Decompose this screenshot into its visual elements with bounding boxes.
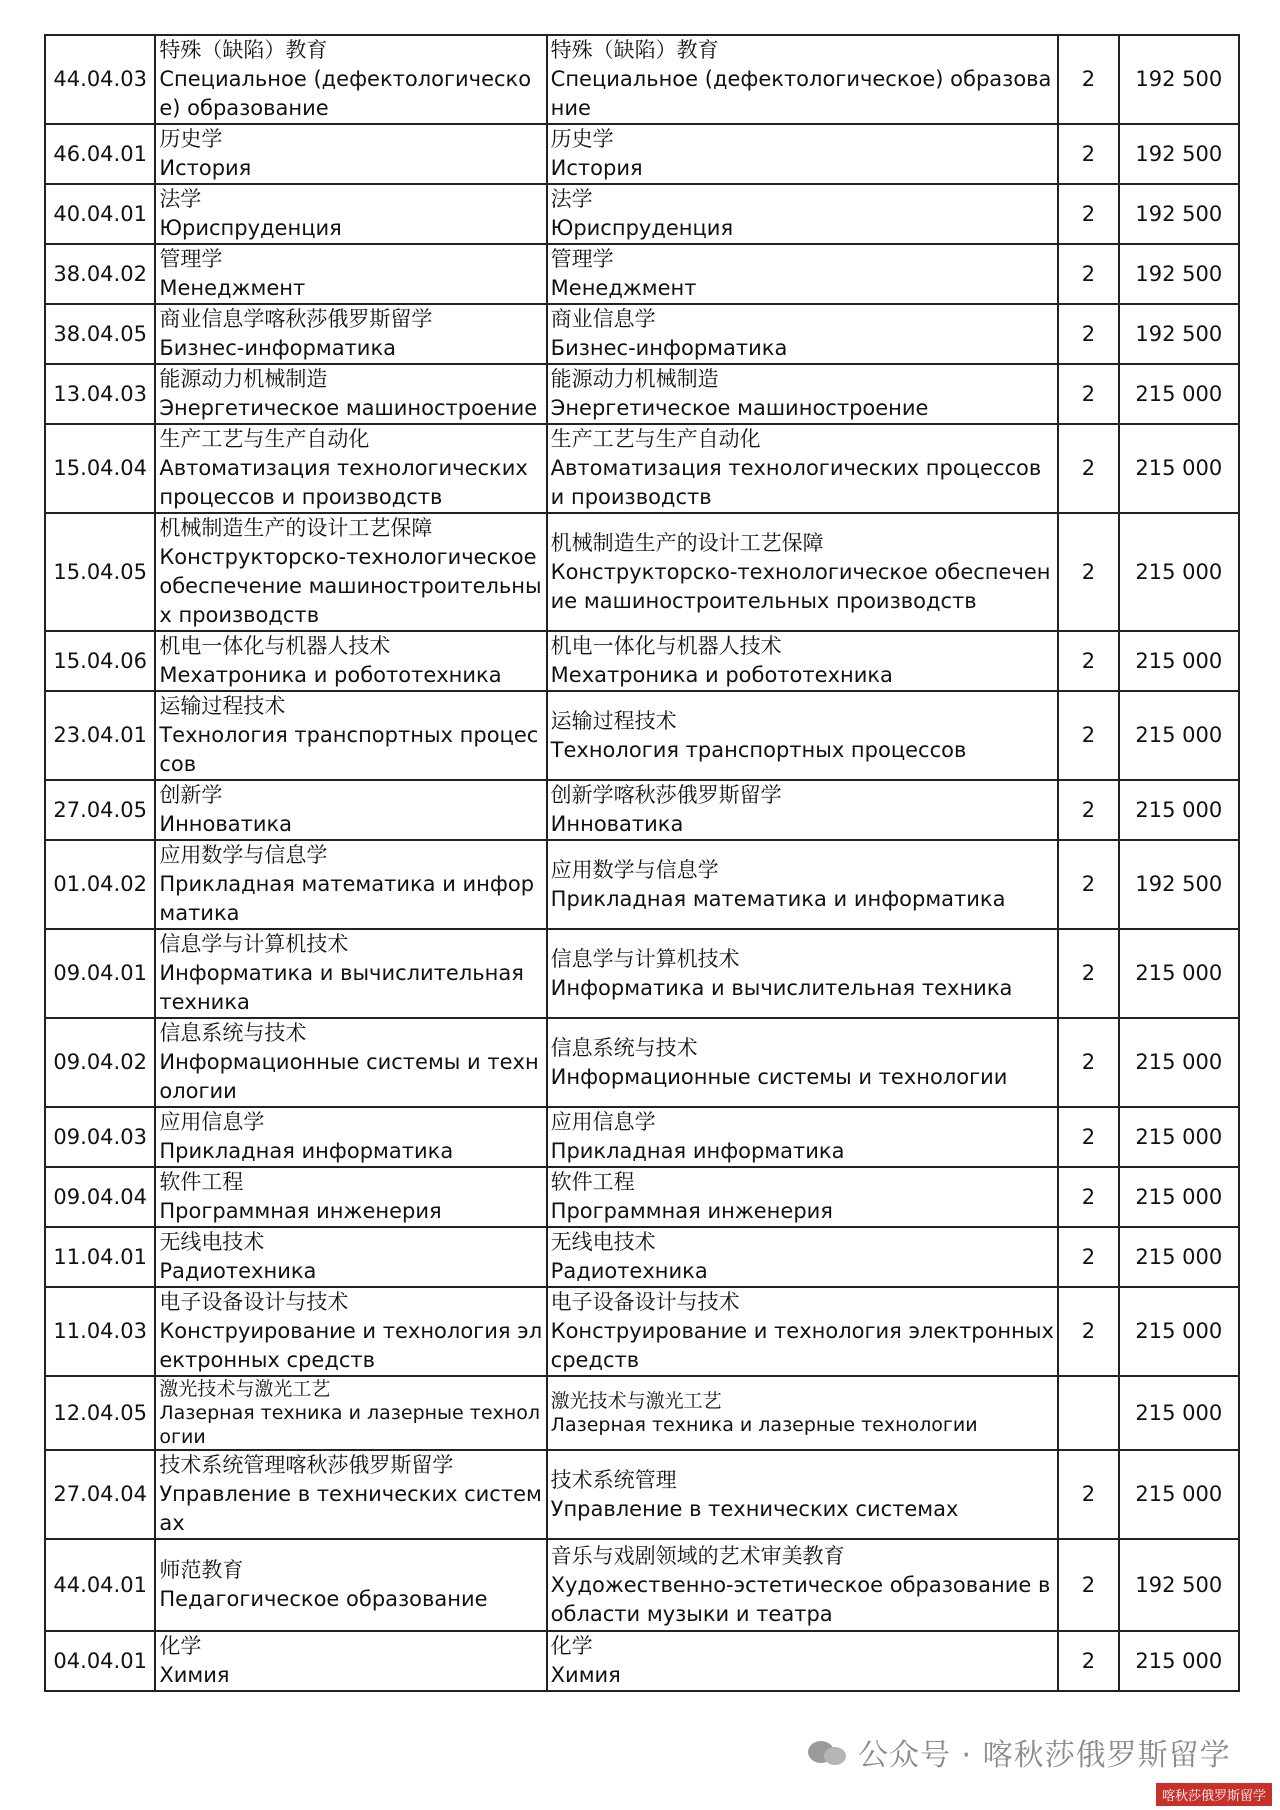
tuition-price: 215 000 xyxy=(1135,1184,1223,1209)
program-name-zh: 软件工程 xyxy=(159,1170,244,1194)
program-name-zh: 特殊（缺陷）教育 xyxy=(159,38,328,62)
profile-name-ru: Юриспруденция xyxy=(550,216,734,240)
tuition-cell xyxy=(1119,1227,1239,1287)
duration-cell xyxy=(1058,424,1118,513)
program-name-cell xyxy=(155,1539,546,1631)
tuition-cell xyxy=(1119,244,1239,304)
program-name-ru: Бизнес-информатика xyxy=(159,336,397,360)
program-name-zh: 管理学 xyxy=(159,247,223,271)
profile-name-cell xyxy=(547,1631,1059,1691)
table-row xyxy=(45,929,1239,1018)
program-code-cell xyxy=(45,364,155,424)
profile-name-ru: Прикладная информатика xyxy=(550,1139,845,1163)
duration-cell xyxy=(1058,691,1118,780)
program-code: 27.04.05 xyxy=(53,797,147,822)
program-name-zh: 创新学 xyxy=(159,783,223,807)
duration-cell xyxy=(1058,1167,1118,1227)
table-row xyxy=(45,1227,1239,1287)
tuition-price: 215 000 xyxy=(1135,961,1223,985)
program-code: 09.04.03 xyxy=(53,1124,147,1149)
program-name-zh: 生产工艺与生产自动化 xyxy=(159,427,370,451)
program-name-cell xyxy=(155,513,546,631)
program-name-ru: История xyxy=(159,156,252,180)
program-name-ru: Лазерная техника и лазерные технологии xyxy=(159,1402,540,1448)
program-name-zh: 历史学 xyxy=(159,127,223,151)
program-name-cell xyxy=(155,424,546,513)
table-row xyxy=(45,513,1239,631)
duration-years: 2 xyxy=(1081,261,1096,286)
program-code: 09.04.02 xyxy=(53,1050,147,1074)
program-name-zh: 机械制造生产的设计工艺保障 xyxy=(159,516,433,540)
program-name-cell xyxy=(155,929,546,1018)
duration-years: 2 xyxy=(1081,67,1096,91)
table-row xyxy=(45,631,1239,691)
profile-name-cell xyxy=(547,1227,1059,1287)
tuition-cell xyxy=(1119,304,1239,364)
table-row xyxy=(45,1167,1239,1227)
profile-name-ru: Программная инженерия xyxy=(550,1199,833,1223)
program-name-zh: 机电一体化与机器人技术 xyxy=(159,634,391,658)
table-row xyxy=(45,1539,1239,1631)
profile-name-zh: 电子设备设计与技术 xyxy=(550,1290,740,1314)
duration-cell xyxy=(1058,364,1118,424)
profile-name-ru: Лазерная техника и лазерные технологии xyxy=(550,1414,978,1436)
duration-cell xyxy=(1058,929,1118,1018)
program-code: 12.04.05 xyxy=(53,1400,147,1425)
program-name-cell xyxy=(155,304,546,364)
program-name-cell xyxy=(155,1450,546,1539)
profile-name-ru: Специальное (дефектологическое) образование xyxy=(550,67,1052,120)
tuition-cell xyxy=(1119,364,1239,424)
profile-name-ru: Автоматизация технологических процессов и производств xyxy=(550,456,1042,509)
duration-years: 2 xyxy=(1081,1319,1096,1343)
duration-cell xyxy=(1058,35,1118,124)
program-name-cell xyxy=(155,1631,546,1691)
program-name-zh: 商业信息学喀秋莎俄罗斯留学 xyxy=(159,307,433,331)
duration-cell xyxy=(1058,1227,1118,1287)
program-code-cell xyxy=(45,631,155,691)
table-row xyxy=(45,1376,1239,1450)
profile-name-cell xyxy=(547,631,1059,691)
program-name-zh: 无线电技术 xyxy=(159,1230,265,1254)
duration-years: 2 xyxy=(1081,1482,1096,1506)
program-name-ru: Программная инженерия xyxy=(159,1199,442,1223)
tuition-cell xyxy=(1119,631,1239,691)
program-table xyxy=(44,34,1240,1692)
profile-name-zh: 能源动力机械制造 xyxy=(550,367,719,391)
tuition-cell xyxy=(1119,780,1239,840)
table-row xyxy=(45,1107,1239,1167)
program-name-zh: 法学 xyxy=(159,187,202,211)
program-name-ru: Прикладная математика и информатика xyxy=(159,872,535,925)
program-name-ru: Конструирование и технология электронных средств xyxy=(159,1319,543,1372)
profile-name-cell xyxy=(547,124,1059,184)
profile-name-ru: Информатика и вычислительная техника xyxy=(550,975,1013,1000)
profile-name-cell xyxy=(547,1107,1059,1167)
table-row xyxy=(45,1631,1239,1691)
program-code: 15.04.04 xyxy=(53,456,147,480)
profile-name-zh: 化学 xyxy=(550,1634,593,1658)
program-name-cell xyxy=(155,1167,546,1227)
duration-years: 2 xyxy=(1081,559,1096,584)
program-name-zh: 师范教育 xyxy=(159,1558,244,1582)
program-name-zh: 信息系统与技术 xyxy=(159,1021,307,1045)
profile-name-cell xyxy=(547,691,1059,780)
program-code-cell xyxy=(45,244,155,304)
table-row xyxy=(45,691,1239,780)
program-code: 44.04.01 xyxy=(53,1572,147,1597)
program-code-cell xyxy=(45,124,155,184)
program-code: 01.04.02 xyxy=(53,872,147,896)
program-name-ru: Инноватика xyxy=(159,812,293,836)
duration-cell xyxy=(1058,1287,1118,1376)
table-row xyxy=(45,184,1239,244)
duration-cell xyxy=(1058,1376,1118,1450)
profile-name-ru: Конструирование и технология электронных средств xyxy=(550,1319,1054,1372)
duration-cell xyxy=(1058,631,1118,691)
program-name-zh: 电子设备设计与技术 xyxy=(159,1290,349,1314)
tuition-price: 215 000 xyxy=(1135,456,1223,480)
program-code-cell xyxy=(45,780,155,840)
program-code: 04.04.01 xyxy=(53,1648,147,1673)
watermark xyxy=(808,1730,1231,1774)
duration-years: 2 xyxy=(1081,1648,1096,1673)
tuition-price: 215 000 xyxy=(1135,1482,1223,1506)
duration-cell xyxy=(1058,1018,1118,1107)
duration-years: 2 xyxy=(1081,872,1096,896)
program-code: 38.04.02 xyxy=(53,261,147,286)
profile-name-ru: Энергетическое машиностроение xyxy=(550,396,929,420)
tuition-cell xyxy=(1119,513,1239,631)
tuition-cell xyxy=(1119,1167,1239,1227)
tuition-cell xyxy=(1119,1287,1239,1376)
profile-name-zh: 商业信息学 xyxy=(550,307,656,331)
duration-cell xyxy=(1058,513,1118,631)
tuition-price: 215 000 xyxy=(1135,723,1223,747)
program-name-ru: Информатика и вычислительная техника xyxy=(159,961,524,1014)
table-row xyxy=(45,304,1239,364)
tuition-cell xyxy=(1119,184,1239,244)
program-name-cell xyxy=(155,244,546,304)
profile-name-cell xyxy=(547,929,1059,1018)
program-code: 46.04.01 xyxy=(53,141,147,166)
program-name-zh: 运输过程技术 xyxy=(159,694,286,718)
duration-cell xyxy=(1058,244,1118,304)
duration-cell xyxy=(1058,1631,1118,1691)
program-name-ru: Менеджмент xyxy=(159,276,306,300)
profile-name-cell xyxy=(547,780,1059,840)
program-name-cell xyxy=(155,184,546,244)
program-name-cell xyxy=(155,364,546,424)
tuition-price: 192 500 xyxy=(1135,201,1223,226)
program-code: 23.04.01 xyxy=(53,723,147,747)
profile-name-cell xyxy=(547,513,1059,631)
tuition-cell xyxy=(1119,1631,1239,1691)
tuition-price: 192 500 xyxy=(1135,141,1223,166)
profile-name-ru: Бизнес-информатика xyxy=(550,336,788,360)
profile-name-ru: Менеджмент xyxy=(550,276,697,300)
program-code-cell xyxy=(45,1287,155,1376)
profile-name-zh: 无线电技术 xyxy=(550,1230,656,1254)
profile-name-zh: 管理学 xyxy=(550,247,614,271)
program-code: 15.04.05 xyxy=(53,559,147,584)
profile-name-cell xyxy=(547,1539,1059,1631)
program-table-body xyxy=(45,35,1239,1691)
tuition-price: 192 500 xyxy=(1135,261,1223,286)
profile-name-zh: 机械制造生产的设计工艺保障 xyxy=(550,530,824,555)
profile-name-zh: 历史学 xyxy=(550,127,614,151)
table-row xyxy=(45,124,1239,184)
program-code-cell xyxy=(45,1450,155,1539)
program-name-zh: 技术系统管理喀秋莎俄罗斯留学 xyxy=(159,1453,454,1477)
tuition-price: 215 000 xyxy=(1135,648,1223,673)
profile-name-ru: Прикладная математика и информатика xyxy=(550,886,1006,911)
program-code-cell xyxy=(45,691,155,780)
tuition-price: 215 000 xyxy=(1135,1648,1223,1673)
corner-tag: 喀秋莎俄罗斯留学 xyxy=(1156,1783,1272,1806)
tuition-cell xyxy=(1119,124,1239,184)
program-name-cell xyxy=(155,780,546,840)
program-code: 09.04.04 xyxy=(53,1184,147,1209)
program-name-zh: 信息学与计算机技术 xyxy=(159,932,349,956)
program-name-ru: Радиотехника xyxy=(159,1259,317,1283)
duration-years: 2 xyxy=(1081,1572,1096,1597)
program-name-cell xyxy=(155,124,546,184)
duration-cell xyxy=(1058,304,1118,364)
table-row xyxy=(45,424,1239,513)
table-row xyxy=(45,780,1239,840)
program-code: 09.04.01 xyxy=(53,961,147,985)
watermark-text: 公众号 · 喀秋莎俄罗斯留学 xyxy=(858,1738,1231,1773)
profile-name-ru: Мехатроника и робототехника xyxy=(550,663,893,687)
tuition-price: 192 500 xyxy=(1135,321,1223,346)
program-code: 44.04.03 xyxy=(53,67,147,91)
tuition-price: 192 500 xyxy=(1135,872,1223,896)
program-code-cell xyxy=(45,1107,155,1167)
program-code-cell xyxy=(45,424,155,513)
duration-years: 2 xyxy=(1081,456,1096,480)
duration-years: 2 xyxy=(1081,1124,1096,1149)
profile-name-ru: Управление в технических системах xyxy=(550,1496,959,1521)
program-name-cell xyxy=(155,1227,546,1287)
table-row xyxy=(45,1018,1239,1107)
program-name-ru: Технология транспортных процессов xyxy=(159,723,539,776)
profile-name-cell xyxy=(547,1018,1059,1107)
tuition-cell xyxy=(1119,1018,1239,1107)
profile-name-ru: Химия xyxy=(550,1663,621,1687)
program-code-cell xyxy=(45,1539,155,1631)
profile-name-ru: Инноватика xyxy=(550,812,684,836)
tuition-price: 215 000 xyxy=(1135,797,1223,822)
program-code-cell xyxy=(45,1631,155,1691)
duration-years: 2 xyxy=(1081,141,1096,166)
program-name-ru: Педагогическое образование xyxy=(159,1587,488,1611)
tuition-price: 215 000 xyxy=(1135,1124,1223,1149)
profile-name-cell xyxy=(547,840,1059,929)
program-code-cell xyxy=(45,840,155,929)
duration-cell xyxy=(1058,1539,1118,1631)
table-row xyxy=(45,35,1239,124)
program-name-ru: Энергетическое машиностроение xyxy=(159,396,538,420)
duration-years: 2 xyxy=(1081,321,1096,346)
profile-name-cell xyxy=(547,424,1059,513)
profile-name-cell xyxy=(547,244,1059,304)
table-row xyxy=(45,1450,1239,1539)
table-row xyxy=(45,1287,1239,1376)
profile-name-cell xyxy=(547,1376,1059,1450)
duration-years: 2 xyxy=(1081,797,1096,822)
profile-name-cell xyxy=(547,35,1059,124)
program-code: 27.04.04 xyxy=(53,1482,147,1506)
program-code: 15.04.06 xyxy=(53,648,147,673)
program-name-zh: 激光技术与激光工艺 xyxy=(159,1378,331,1400)
profile-name-zh: 创新学喀秋莎俄罗斯留学 xyxy=(550,783,782,807)
duration-cell xyxy=(1058,1450,1118,1539)
profile-name-zh: 激光技术与激光工艺 xyxy=(550,1390,722,1412)
profile-name-zh: 运输过程技术 xyxy=(550,708,677,733)
tuition-price: 192 500 xyxy=(1135,67,1223,91)
profile-name-ru: Радиотехника xyxy=(550,1259,708,1283)
tuition-cell xyxy=(1119,691,1239,780)
profile-name-ru: Технология транспортных процессов xyxy=(550,737,967,762)
program-name-ru: Конструкторско-технологическое обеспечение машиностроительных производств xyxy=(159,545,542,627)
profile-name-cell xyxy=(547,364,1059,424)
program-name-cell xyxy=(155,35,546,124)
duration-years: 2 xyxy=(1081,1184,1096,1209)
program-name-zh: 应用数学与信息学 xyxy=(159,843,328,867)
program-name-ru: Юриспруденция xyxy=(159,216,342,240)
duration-years: 2 xyxy=(1081,381,1096,406)
profile-name-cell xyxy=(547,1450,1059,1539)
program-code-cell xyxy=(45,1018,155,1107)
table-row xyxy=(45,364,1239,424)
profile-name-zh: 音乐与戏剧领域的艺术审美教育 xyxy=(550,1543,845,1568)
profile-name-zh: 法学 xyxy=(550,187,593,211)
duration-years: 2 xyxy=(1081,648,1096,673)
program-name-ru: Управление в технических системах xyxy=(159,1482,542,1535)
duration-cell xyxy=(1058,780,1118,840)
profile-name-zh: 软件工程 xyxy=(550,1170,635,1194)
program-code-cell xyxy=(45,929,155,1018)
profile-name-zh: 应用数学与信息学 xyxy=(550,857,719,882)
tuition-price: 215 000 xyxy=(1135,1244,1223,1269)
program-code-cell xyxy=(45,1376,155,1450)
duration-cell xyxy=(1058,184,1118,244)
program-name-ru: Информационные системы и технологии xyxy=(159,1050,539,1103)
tuition-cell xyxy=(1119,1107,1239,1167)
tuition-cell xyxy=(1119,840,1239,929)
program-code-cell xyxy=(45,184,155,244)
tuition-cell xyxy=(1119,1450,1239,1539)
program-name-zh: 能源动力机械制造 xyxy=(159,367,328,391)
profile-name-zh: 信息学与计算机技术 xyxy=(550,946,740,971)
duration-years: 2 xyxy=(1081,723,1096,747)
duration-years: 2 xyxy=(1081,1244,1096,1269)
program-name-cell xyxy=(155,1018,546,1107)
program-name-cell xyxy=(155,691,546,780)
program-name-cell xyxy=(155,631,546,691)
program-name-cell xyxy=(155,1376,546,1450)
program-code-cell xyxy=(45,304,155,364)
program-name-ru: Мехатроника и робототехника xyxy=(159,663,502,687)
tuition-price: 215 000 xyxy=(1135,1319,1223,1343)
duration-years: 2 xyxy=(1081,961,1096,985)
program-code: 11.04.03 xyxy=(53,1319,147,1343)
profile-name-zh: 机电一体化与机器人技术 xyxy=(550,634,782,658)
profile-name-cell xyxy=(547,304,1059,364)
program-code: 38.04.05 xyxy=(53,321,147,346)
duration-cell xyxy=(1058,124,1118,184)
profile-name-cell xyxy=(547,1167,1059,1227)
tuition-price: 215 000 xyxy=(1135,1400,1223,1425)
profile-name-cell xyxy=(547,1287,1059,1376)
program-code: 40.04.01 xyxy=(53,201,147,226)
table-row xyxy=(45,244,1239,304)
profile-name-zh: 技术系统管理 xyxy=(550,1467,677,1492)
tuition-price: 215 000 xyxy=(1135,1050,1223,1074)
duration-cell xyxy=(1058,840,1118,929)
profile-name-ru: История xyxy=(550,156,643,180)
tuition-cell xyxy=(1119,1376,1239,1450)
program-code-cell xyxy=(45,1227,155,1287)
profile-name-cell xyxy=(547,184,1059,244)
tuition-price: 192 500 xyxy=(1135,1572,1223,1597)
program-name-cell xyxy=(155,1287,546,1376)
duration-years: 2 xyxy=(1081,201,1096,226)
program-code: 11.04.01 xyxy=(53,1244,147,1269)
tuition-cell xyxy=(1119,424,1239,513)
program-name-ru: Специальное (дефектологическое) образование xyxy=(159,67,532,120)
profile-name-zh: 信息系统与技术 xyxy=(550,1035,698,1060)
tuition-price: 215 000 xyxy=(1135,381,1223,406)
tuition-cell xyxy=(1119,929,1239,1018)
program-name-ru: Химия xyxy=(159,1663,230,1687)
profile-name-zh: 生产工艺与生产自动化 xyxy=(550,427,761,451)
program-name-ru: Автоматизация технологических процессов и производств xyxy=(159,456,528,509)
program-name-zh: 应用信息学 xyxy=(159,1110,265,1134)
program-code-cell xyxy=(45,1167,155,1227)
program-code-cell xyxy=(45,35,155,124)
tuition-cell xyxy=(1119,1539,1239,1631)
program-code-cell xyxy=(45,513,155,631)
program-name-cell xyxy=(155,1107,546,1167)
table-row xyxy=(45,840,1239,929)
program-name-ru: Прикладная информатика xyxy=(159,1139,454,1163)
profile-name-ru: Конструкторско-технологическое обеспечение машиностроительных производств xyxy=(550,559,1051,613)
profile-name-zh: 特殊（缺陷）教育 xyxy=(550,38,719,62)
program-name-cell xyxy=(155,840,546,929)
program-name-zh: 化学 xyxy=(159,1634,202,1658)
duration-cell xyxy=(1058,1107,1118,1167)
profile-name-ru: Информационные системы и технологии xyxy=(550,1064,1008,1089)
duration-years: 2 xyxy=(1081,1050,1096,1074)
program-code: 13.04.03 xyxy=(53,381,147,406)
wechat-icon xyxy=(808,1737,848,1767)
profile-name-ru: Художественно-эстетическое образование в области музыки и театра xyxy=(550,1572,1051,1626)
tuition-cell xyxy=(1119,35,1239,124)
tuition-price: 215 000 xyxy=(1135,559,1223,584)
profile-name-zh: 应用信息学 xyxy=(550,1110,656,1134)
